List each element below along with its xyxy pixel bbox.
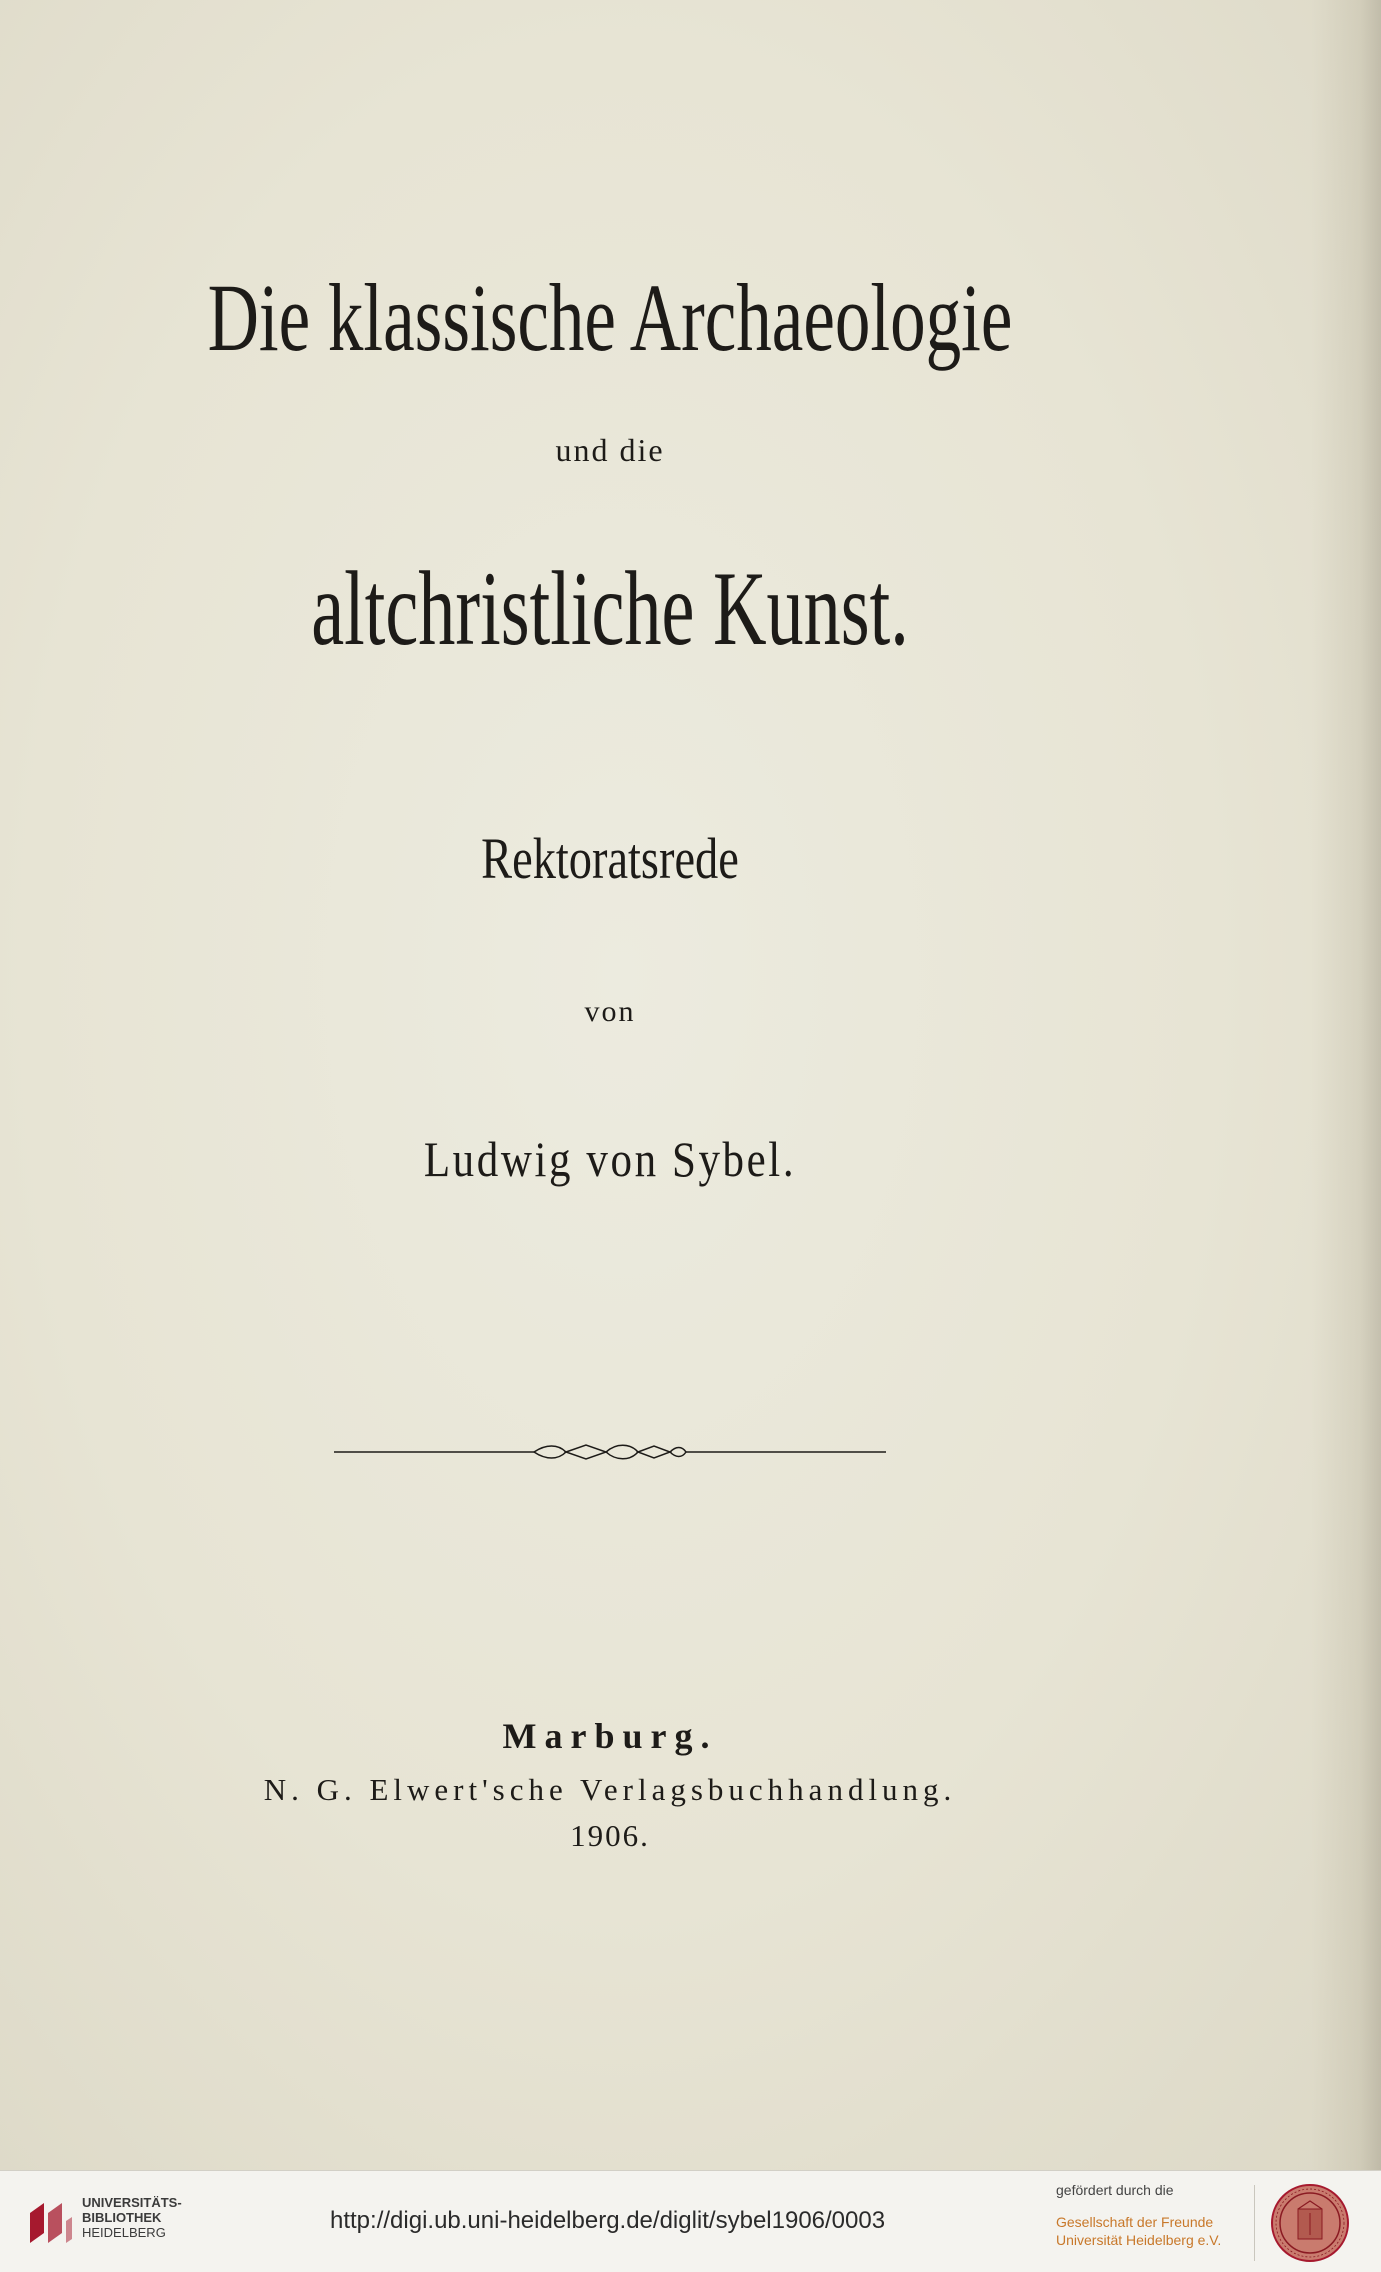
sponsor-line-1: Gesellschaft der Freunde: [1056, 2214, 1214, 2230]
sponsor-block: [1056, 2181, 1221, 2249]
author-name: Ludwig von Sybel.: [423, 1131, 797, 1187]
digitization-footer: [0, 2170, 1381, 2272]
imprint-place: Marburg.: [502, 1716, 718, 1756]
permalink-url[interactable]: http://digi.ub.uni-heidelberg.de/diglit/sybel1906/0003: [330, 2207, 886, 2234]
university-seal-icon[interactable]: [1270, 2183, 1350, 2263]
sponsor-line-2: Universität Heidelberg e.V.: [1056, 2232, 1222, 2248]
imprint-publisher: N. G. Elwert'sche Verlagsbuchhandlung.: [263, 1772, 957, 1807]
library-line-3: HEIDELBERG: [82, 2225, 166, 2240]
university-library-logo-icon[interactable]: [26, 2199, 74, 2247]
library-line-2: BIBLIOTHEK: [82, 2210, 162, 2225]
page-edge-shadow: [1311, 0, 1381, 2170]
library-line-1: UNIVERSITÄTS-: [82, 2195, 182, 2210]
title-line-2: altchristliche Kunst.: [311, 550, 909, 667]
university-library-name: [82, 2195, 182, 2240]
by-line: von: [584, 995, 636, 1028]
footer-divider: [1254, 2185, 1255, 2261]
subtitle: Rektoratsrede: [481, 826, 739, 891]
sponsor-intro: gefördert durch die: [1056, 2182, 1174, 2198]
ornament-divider: [334, 1440, 886, 1464]
title-connector: und die: [555, 432, 665, 468]
imprint-year: 1906.: [570, 1818, 650, 1853]
title-line-1: Die klassische Archaeologie: [207, 264, 1013, 371]
